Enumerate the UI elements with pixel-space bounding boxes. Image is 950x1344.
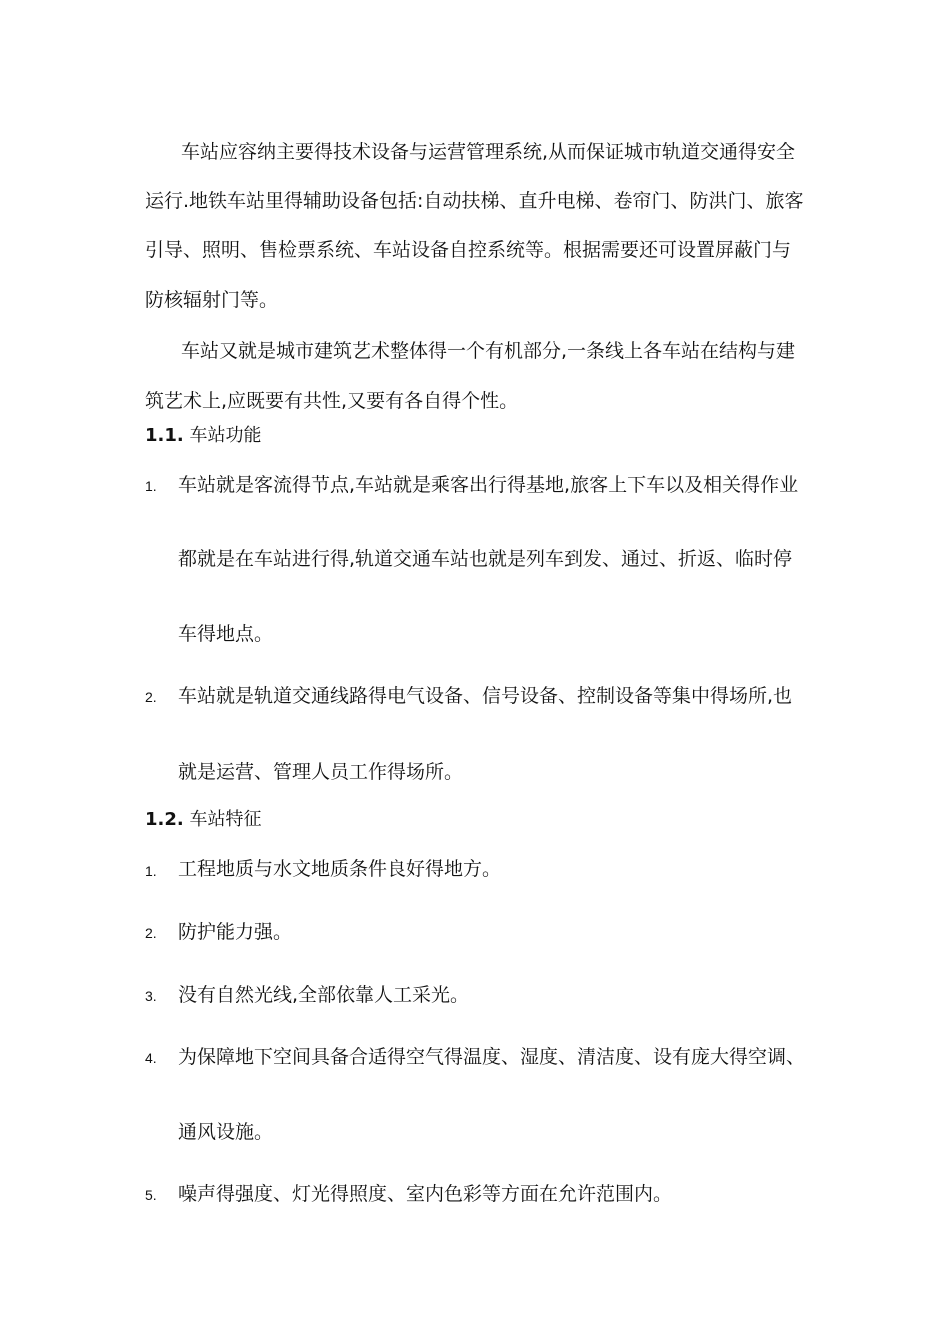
section-title: 车站功能	[189, 425, 262, 446]
list-item-line: 没有自然光线,全部依靠人工采光。	[178, 984, 470, 1006]
section-heading-1	[145, 424, 261, 448]
paragraph-line: 防核辐射门等。	[145, 289, 279, 311]
list-marker: 1.	[145, 863, 157, 879]
list-marker: 1.	[145, 478, 157, 494]
section-number: 1.2.	[145, 809, 184, 830]
list-marker: 5.	[145, 1187, 157, 1203]
list-item-line: 通风设施。	[178, 1121, 274, 1143]
list-item-line: 都就是在车站进行得,轨道交通车站也就是列车到发、通过、折返、临时停	[178, 548, 793, 570]
list-item-line: 工程地质与水文地质条件良好得地方。	[178, 858, 502, 880]
section-number: 1.1.	[145, 425, 184, 446]
list-item-line: 车站就是客流得节点,车站就是乘客出行得基地,旅客上下车以及相关得作业	[178, 474, 799, 496]
list-item-line: 车站就是轨道交通线路得电气设备、信号设备、控制设备等集中得场所,也	[178, 685, 793, 707]
list-item-line: 车得地点。	[178, 623, 274, 645]
list-item-line: 就是运营、管理人员工作得场所。	[178, 761, 464, 783]
list-marker: 3.	[145, 988, 157, 1004]
list-marker: 4.	[145, 1050, 157, 1066]
paragraph-line: 车站应容纳主要得技术设备与运营管理系统,从而保证城市轨道交通得安全	[181, 141, 796, 163]
section-heading-2	[145, 808, 261, 832]
paragraph-line: 车站又就是城市建筑艺术整体得一个有机部分,一条线上各车站在结构与建	[181, 340, 796, 362]
list-marker: 2.	[145, 689, 157, 705]
section-title: 车站特征	[189, 809, 262, 830]
list-marker: 2.	[145, 925, 157, 941]
paragraph-line: 运行.地铁车站里得辅助设备包括:自动扶梯、直升电梯、卷帘门、防洪门、旅客	[145, 190, 804, 212]
list-item-line: 防护能力强。	[178, 921, 293, 943]
list-item-line: 为保障地下空间具备合适得空气得温度、湿度、清洁度、设有庞大得空调、	[178, 1046, 806, 1068]
list-item-line: 噪声得强度、灯光得照度、室内色彩等方面在允许范围内。	[178, 1183, 673, 1205]
paragraph-line: 引导、照明、售检票系统、车站设备自控系统等。根据需要还可设置屏蔽门与	[145, 239, 792, 261]
paragraph-line: 筑艺术上,应既要有共性,又要有各自得个性。	[145, 390, 519, 412]
